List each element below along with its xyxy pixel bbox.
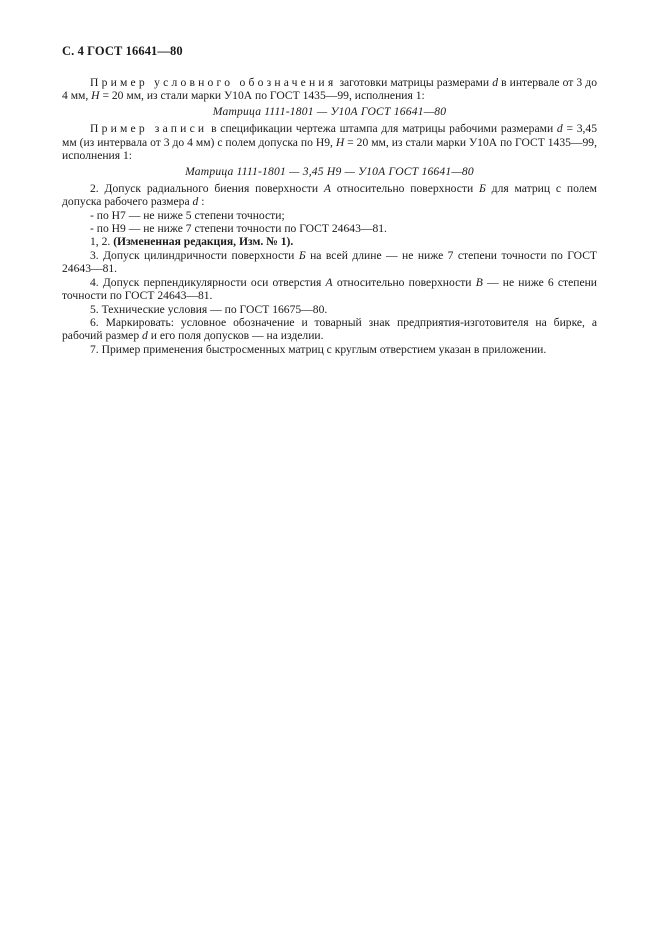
text-run: в спецификации чертежа штампа для матрицы рабочими размерами	[207, 122, 557, 136]
var-d: d	[142, 329, 148, 343]
var-h: H	[335, 135, 345, 149]
text-run: в интервале от 3 до 4 мм,	[62, 76, 597, 103]
text-run: — не ниже 6 степени точности по ГОСТ 24643—81.	[62, 275, 598, 303]
revision-note-prefix: 1, 2.	[90, 235, 114, 249]
text-run: 3. Допуск цилиндричности поверхности	[90, 248, 299, 262]
item-3-paragraph	[62, 249, 597, 276]
var-d: d	[192, 195, 199, 209]
example-designation-formula: Матрица 1111-1801 — У10А ГОСТ 16641—80	[212, 104, 447, 118]
example-spec-lead: Пример записи	[90, 122, 208, 136]
text-run: относительно поверхности	[330, 181, 479, 195]
text-run: = 20 мм, из стали марки У10А по ГОСТ 1435—99, исполнения 1:	[99, 89, 425, 103]
text-run: относительно поверхности	[332, 275, 476, 289]
text-run: и его поля допусков — на изделии.	[147, 329, 324, 343]
text-run: на всей длине — не ниже 7 степени точности по ГОСТ 24643—81.	[62, 248, 598, 276]
item-6-paragraph	[62, 316, 597, 343]
text-run: 6. Маркировать: условное обозначение и товарный знак предприятия-изготовителя на бирке, а рабочий размер	[62, 315, 597, 343]
text-run: = 20 мм, из стали марки У10А по ГОСТ 1435—99, исполнения 1:	[62, 135, 598, 163]
text-run: 2. Допуск радиального биения поверхности	[90, 181, 324, 195]
text-run: заготовки матрицы размерами	[336, 76, 493, 89]
item-7-paragraph: 7. Пример применения быстросменных матриц с круглым отверстием указан в приложении.	[90, 342, 547, 356]
text-run: для матриц с полем допуска рабочего размера	[62, 181, 598, 209]
item-2-paragraph	[62, 182, 597, 209]
item-5-paragraph: 5. Технические условия — по ГОСТ 16675—80.	[90, 302, 328, 316]
var-d: d	[556, 122, 563, 136]
example-designation-lead: Пример условного обозначения	[90, 76, 337, 89]
var-a: А	[323, 181, 331, 195]
item-2-bullet-h9: - по Н9 — не ниже 7 степени точности по ГОСТ 24643—81.	[90, 222, 387, 236]
page-header: С. 4 ГОСТ 16641—80	[62, 44, 183, 58]
var-h: H	[91, 89, 100, 103]
var-b: Б	[479, 181, 486, 195]
document-body	[62, 76, 597, 356]
text-run: :	[198, 195, 205, 209]
item-4-paragraph	[62, 276, 597, 303]
example-spec-formula: Матрица 1111-1801 — 3,45 Н9 — У10А ГОСТ 16641—80	[185, 165, 474, 179]
var-a: А	[325, 275, 333, 289]
var-d: d	[492, 76, 498, 89]
example-spec-paragraph	[62, 122, 597, 162]
revision-note-bold: (Измененная редакция, Изм. № 1).	[113, 235, 294, 249]
text-run: 4. Допуск перпендикулярности оси отверстия	[90, 275, 326, 289]
revision-note	[62, 235, 597, 248]
text-run: = 3,45 мм (из интервала от 3 до 4 мм) с полем допуска по Н9,	[62, 122, 598, 149]
example-designation-paragraph	[62, 76, 597, 103]
var-b: Б	[298, 248, 306, 262]
var-v: В	[475, 275, 483, 289]
item-2-bullet-h7: - по Н7 — не ниже 5 степени точности;	[90, 208, 285, 222]
